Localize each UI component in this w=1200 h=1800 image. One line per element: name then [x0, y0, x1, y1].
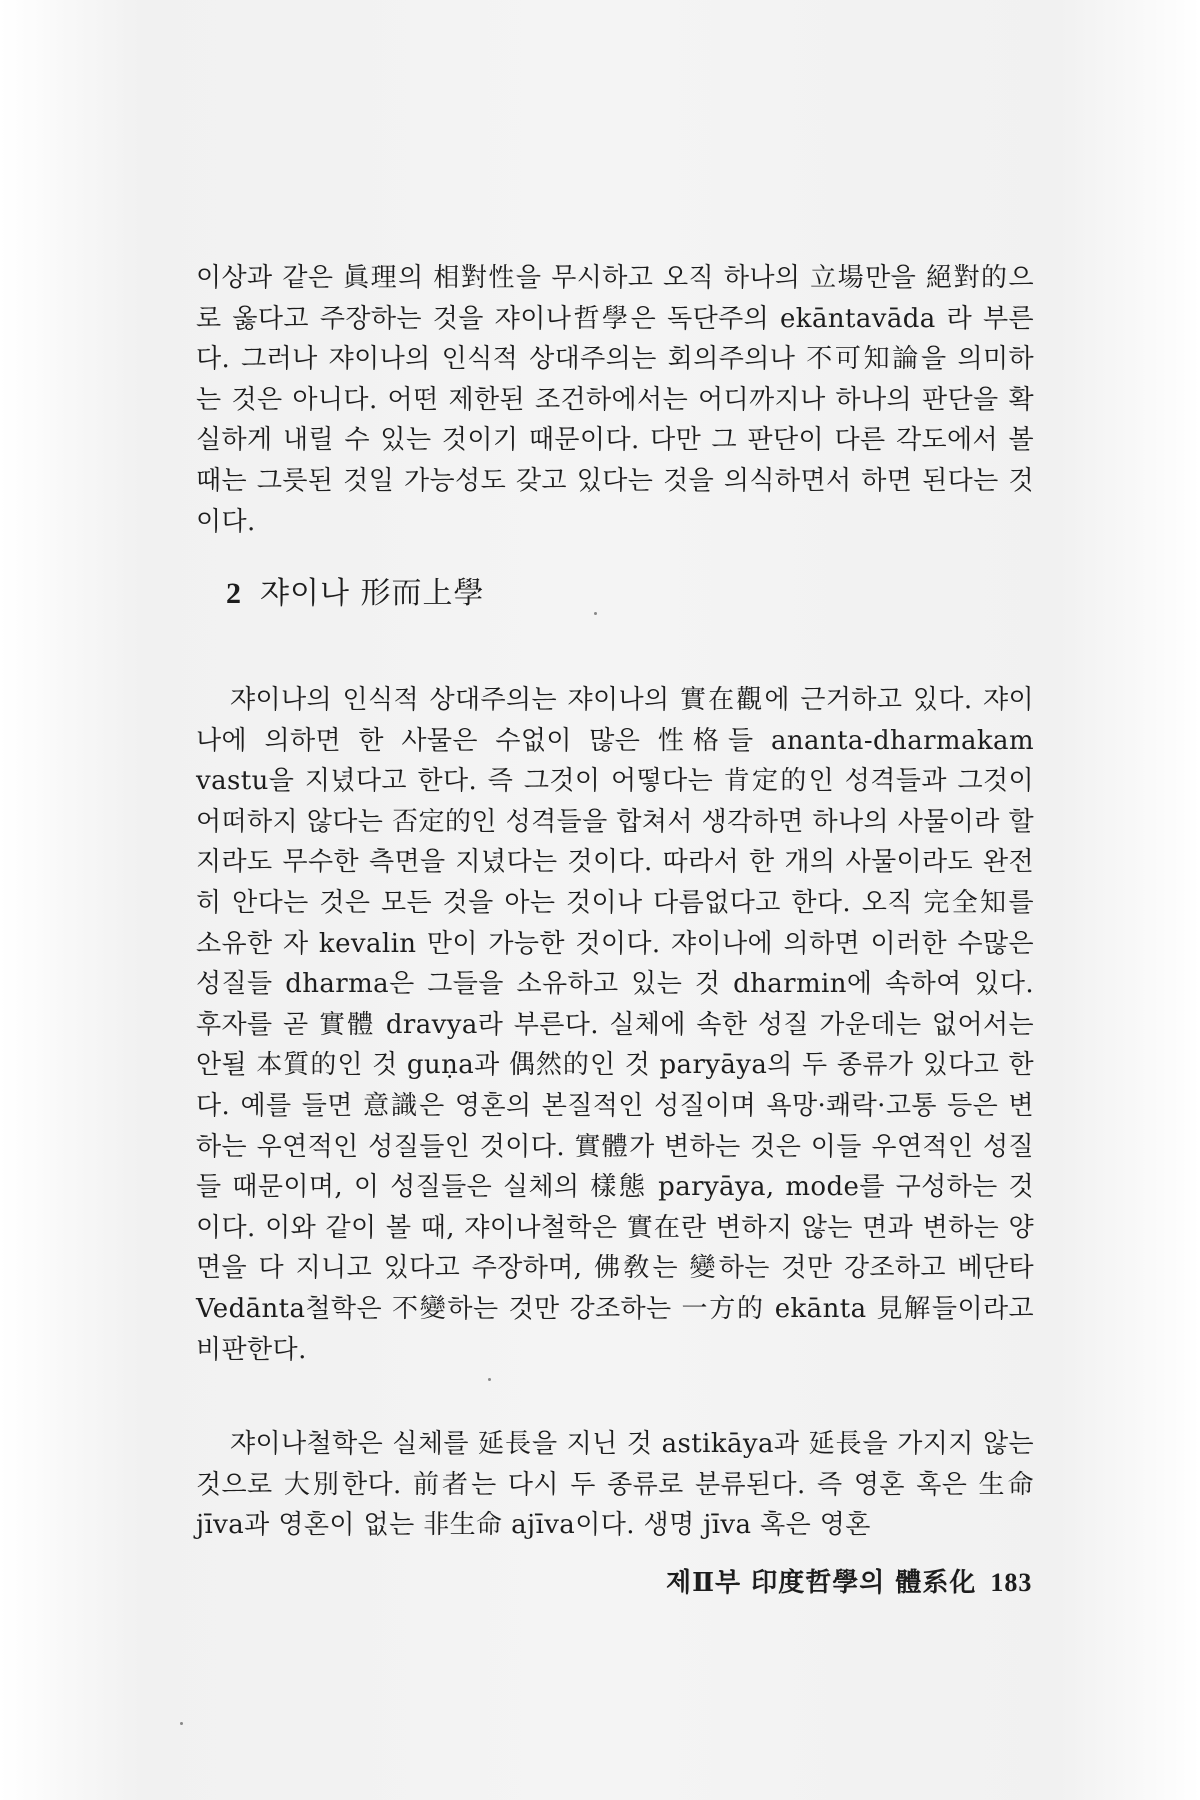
- scan-speck: [180, 1722, 183, 1725]
- running-title: 제Ⅱ부 印度哲學의 體系化: [666, 1568, 977, 1598]
- scan-speck: [594, 612, 597, 615]
- scan-speck: [488, 1378, 491, 1381]
- section-title: 쟈이나 形而上學: [260, 576, 485, 611]
- body-paragraph-substance: 쟈이나철학은 실체를 延長을 지닌 것 astikāya과 延長을 가지지 않는 것으로 大別한다. 前者는 다시 두 종류로 분류된다. 즉 영혼 혹은 生命 jīva과 영혼이 없는 非生命 ajīva이다. 생명 jīva 혹은 영혼: [196, 1429, 1034, 1541]
- section-heading: [226, 568, 484, 612]
- page-number: 183: [990, 1568, 1033, 1597]
- section-number: 2: [226, 577, 242, 610]
- page-footer: [666, 1562, 1032, 1599]
- body-paragraph-realism: 쟈이나의 인식적 상대주의는 쟈이나의 實在觀에 근거하고 있다. 쟈이나에 의하면 한 사물은 수없이 많은 性格들 ananta-dharmakam vastu을 지녔다고 한다. 즉 그것이 어떻다는 肯定的인 성격들과 그것이 어떠하지 않다는 否定的인 성격들을 합쳐서 생각하면 하나의 사물이라 할지라도 무수한 측면을 지녔다는 것이다. 따라서 한 개의 사물이라도 완전히 안다는 것은 모든 것을 아는 것이나 다름없다고 한다. 오직 完全知를 소유한 자 kevalin 만이 가능한 것이다. 쟈이나에 의하면 이러한 수많은 성질들 dharma은 그들을 소유하고 있는 것 dharmin에 속하여 있다. 후자를 곧 實體 dravya라 부른다. 실체에 속한 성질 가운데는 없어서는 안될 本質的인 것 guṇa과 偶然的인 것 paryāya의 두 종류가 있다고 한다. 예를 들면 意識은 영혼의 본질적인 성질이며 욕망·쾌락·고통 등은 변하는 우연적인 성질들인 것이다. 實體가 변하는 것은 이들 우연적인 성질들 때문이며, 이 성질들은 실체의 樣態 paryāya, mode를 구성하는 것이다. 이와 같이 볼 때, 쟈이나철학은 實在란 변하지 않는 면과 변하는 양면을 다 지니고 있다고 주장하며, 佛敎는 變하는 것만 강조하고 베단타 Vedānta철학은 不變하는 것만 강조하는 一方的 ekānta 見解들이라고 비판한다.: [196, 685, 1034, 1365]
- intro-paragraph: 이상과 같은 眞理의 相對性을 무시하고 오직 하나의 立場만을 絕對的으로 옳다고 주장하는 것을 쟈이나哲學은 독단주의 ekāntavāda 라 부른다. 그러나 쟈이나의 인식적 상대주의는 회의주의나 不可知論을 의미하는 것은 아니다. 어떤 제한된 조건하에서는 어디까지나 하나의 판단을 확실하게 내릴 수 있는 것이기 때문이다. 다만 그 판단이 다른 각도에서 볼 때는 그릇된 것일 가능성도 갖고 있다는 것을 의식하면서 하면 된다는 것이다.: [196, 263, 1034, 537]
